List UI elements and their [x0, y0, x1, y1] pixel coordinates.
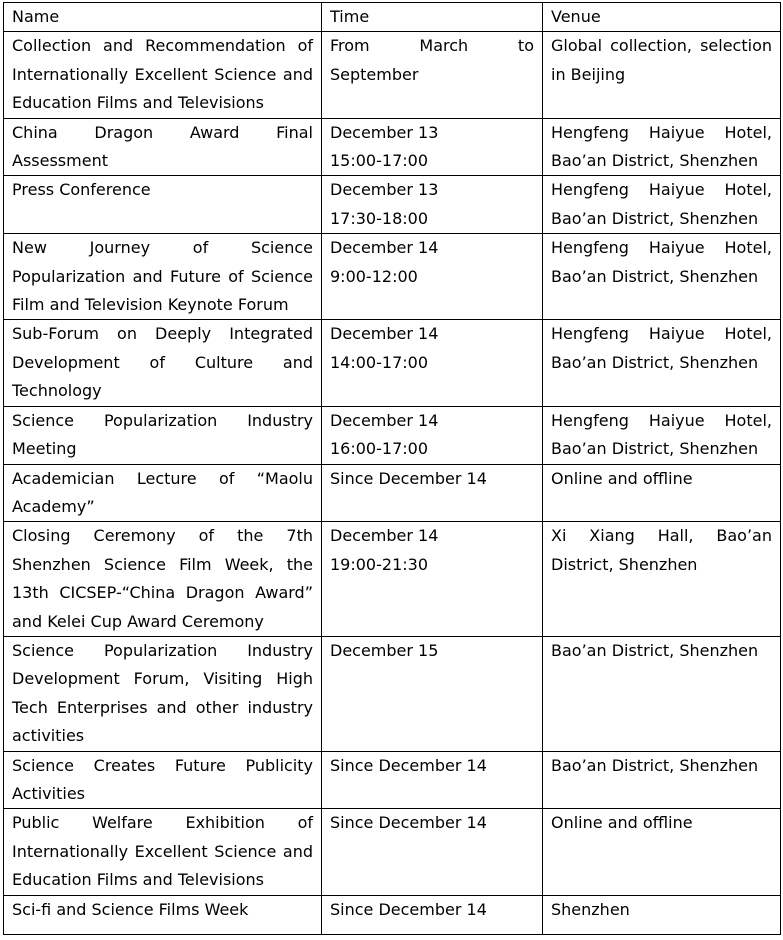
event-name-cell: Academician Lecture of “Maolu Academy”: [4, 464, 322, 522]
event-time-cell: [322, 809, 543, 895]
event-time-cell: [322, 32, 543, 118]
event-time-cell: [322, 751, 543, 809]
event-venue-cell: Hengfeng Haiyue Hotel, Bao’an District, Shenzhen: [543, 320, 781, 406]
event-hours-line: 9:00-12:00: [330, 266, 418, 286]
event-name-cell: Science Popularization Industry Development Forum, Visiting High Tech Enterprises and other industry activities: [4, 636, 322, 751]
event-venue-cell: Global collection, selection in Beijing: [543, 32, 781, 118]
event-venue-cell: Hengfeng Haiyue Hotel, Bao’an District, Shenzhen: [543, 234, 781, 320]
event-name-cell: Collection and Recommendation of Internationally Excellent Science and Education Films and Televisions: [4, 32, 322, 118]
event-time-cell: [322, 320, 543, 406]
table-row: [4, 464, 781, 522]
table-row: [4, 636, 781, 751]
event-time-cell: [322, 406, 543, 464]
event-date-line: Since December 14: [330, 813, 487, 833]
event-name-cell: Press Conference: [4, 176, 322, 234]
event-hours-line: 19:00-21:30: [330, 554, 428, 574]
event-date-line: December 13: [330, 180, 439, 200]
event-date-line: December 13: [330, 122, 439, 142]
table-row: [4, 406, 781, 464]
event-date-line: Since December 14: [330, 468, 487, 488]
event-date-line: December 14: [330, 526, 439, 546]
event-time-cell: [322, 895, 543, 934]
table-row: [4, 895, 781, 934]
event-name-cell: Public Welfare Exhibition of Internationally Excellent Science and Education Films and Televisions: [4, 809, 322, 895]
table-header-row: [4, 3, 781, 32]
table-row: [4, 32, 781, 118]
table-row: [4, 118, 781, 176]
event-time-cell: [322, 118, 543, 176]
event-venue-cell: Online and offline: [543, 809, 781, 895]
event-date-line: Since December 14: [330, 755, 487, 775]
event-venue-cell: Bao’an District, Shenzhen: [543, 636, 781, 751]
event-time-cell: [322, 234, 543, 320]
event-date-line: December 14: [330, 324, 439, 344]
table-row: [4, 320, 781, 406]
event-date-line: Since December 14: [330, 899, 487, 919]
column-header-time: Time: [322, 3, 543, 32]
event-name-cell: Science Creates Future Publicity Activities: [4, 751, 322, 809]
event-time-cell: [322, 176, 543, 234]
event-time-cell: [322, 522, 543, 637]
schedule-table: [3, 2, 781, 935]
table-row: [4, 176, 781, 234]
event-time-line: From March to September: [330, 36, 534, 84]
event-name-cell: Sci-fi and Science Films Week: [4, 895, 322, 934]
event-time-cell: [322, 636, 543, 751]
event-name-cell: Sub-Forum on Deeply Integrated Development of Culture and Technology: [4, 320, 322, 406]
event-venue-cell: Hengfeng Haiyue Hotel, Bao’an District, Shenzhen: [543, 406, 781, 464]
event-date-line: December 14: [330, 410, 439, 430]
column-header-name: Name: [4, 3, 322, 32]
event-name-cell: New Journey of Science Popularization and Future of Science Film and Television Keynote Forum: [4, 234, 322, 320]
event-name-cell: Science Popularization Industry Meeting: [4, 406, 322, 464]
event-date-line: December 15: [330, 640, 439, 660]
event-venue-cell: Online and offline: [543, 464, 781, 522]
event-name-cell: Closing Ceremony of the 7th Shenzhen Science Film Week, the 13th CICSEP-“China Dragon Award” and Kelei Cup Award Ceremony: [4, 522, 322, 637]
table-row: [4, 522, 781, 637]
event-venue-cell: Shenzhen: [543, 895, 781, 934]
event-venue-cell: Bao’an District, Shenzhen: [543, 751, 781, 809]
event-hours-line: 17:30-18:00: [330, 208, 428, 228]
event-hours-line: 15:00-17:00: [330, 151, 428, 171]
event-hours-line: 16:00-17:00: [330, 439, 428, 459]
event-hours-line: 14:00-17:00: [330, 352, 428, 372]
event-venue-cell: Hengfeng Haiyue Hotel, Bao’an District, Shenzhen: [543, 176, 781, 234]
event-time-cell: [322, 464, 543, 522]
column-header-venue: Venue: [543, 3, 781, 32]
table-row: [4, 809, 781, 895]
table-row: [4, 234, 781, 320]
event-name-cell: China Dragon Award Final Assessment: [4, 118, 322, 176]
event-date-line: December 14: [330, 238, 439, 258]
table-row: [4, 751, 781, 809]
event-venue-cell: Xi Xiang Hall, Bao’an District, Shenzhen: [543, 522, 781, 637]
event-venue-cell: Hengfeng Haiyue Hotel, Bao’an District, Shenzhen: [543, 118, 781, 176]
